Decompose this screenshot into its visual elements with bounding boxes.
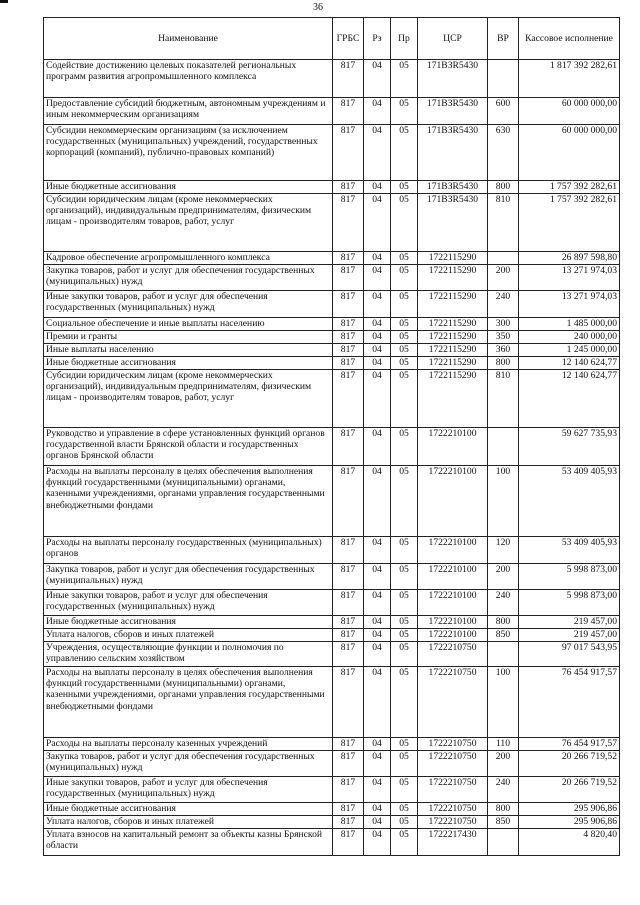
budget-execution-table	[43, 17, 620, 856]
cell-csr: 1722210750	[418, 803, 488, 816]
cell-amount: 295 906,86	[519, 803, 620, 816]
page-number: 36	[313, 2, 323, 13]
cell-name: Закупка товаров, работ и услуг для обеспечения государственных (муниципальных) нужд	[44, 751, 333, 777]
cell-amount: 1 485 000,00	[519, 318, 620, 331]
cell-name: Субсидии некоммерческим организациям (за исключением государственных (муниципальных) учреждений, государственных корпораций (компаний), публично-правовых компаний)	[44, 125, 333, 181]
cell-rz: 04	[364, 252, 391, 265]
cell-name: Иные закупки товаров, работ и услуг для обеспечения государственных (муниципальных) нужд	[44, 777, 333, 803]
table-row	[44, 466, 620, 537]
cell-pr: 05	[391, 590, 418, 616]
table-row	[44, 428, 620, 466]
table-row	[44, 777, 620, 803]
cell-csr: 1722210750	[418, 816, 488, 829]
cell-csr: 1722210100	[418, 564, 488, 590]
cell-vr: 240	[488, 777, 519, 803]
cell-vr: 850	[488, 816, 519, 829]
table-row	[44, 194, 620, 252]
cell-name: Содействие достижению целевых показателей региональных программ развития агропромышленного комплекса	[44, 60, 333, 98]
cell-rz: 04	[364, 616, 391, 629]
table-row	[44, 616, 620, 629]
cell-amount: 5 998 873,00	[519, 564, 620, 590]
cell-rz: 04	[364, 738, 391, 751]
table-row	[44, 60, 620, 98]
cell-grbs: 817	[333, 344, 364, 357]
cell-csr: 1722115290	[418, 357, 488, 370]
cell-grbs: 817	[333, 98, 364, 125]
cell-vr: 800	[488, 616, 519, 629]
cell-csr: 1722115290	[418, 318, 488, 331]
cell-pr: 05	[391, 751, 418, 777]
cell-grbs: 817	[333, 564, 364, 590]
cell-rz: 04	[364, 194, 391, 252]
cell-grbs: 817	[333, 777, 364, 803]
cell-vr: 850	[488, 629, 519, 642]
cell-pr: 05	[391, 357, 418, 370]
cell-csr: 1722210100	[418, 466, 488, 537]
cell-vr: 200	[488, 265, 519, 291]
cell-grbs: 817	[333, 816, 364, 829]
cell-vr: 120	[488, 537, 519, 564]
cell-name: Учреждения, осуществляющие функции и полномочия по управлению сельским хозяйством	[44, 642, 333, 667]
cell-csr: 1722115290	[418, 331, 488, 344]
table-row	[44, 265, 620, 291]
cell-pr: 05	[391, 125, 418, 181]
cell-vr: 630	[488, 125, 519, 181]
cell-amount: 12 140 624,77	[519, 370, 620, 428]
cell-grbs: 817	[333, 60, 364, 98]
cell-rz: 04	[364, 265, 391, 291]
cell-amount: 1 245 000,00	[519, 344, 620, 357]
cell-vr: 110	[488, 738, 519, 751]
cell-name: Субсидии юридическим лицам (кроме некоммерческих организаций), индивидуальным предпринимателям, физическим лицам - производителям товаров, работ, услуг	[44, 370, 333, 428]
cell-rz: 04	[364, 98, 391, 125]
table-row	[44, 252, 620, 265]
cell-pr: 05	[391, 829, 418, 856]
cell-csr: 1722210100	[418, 590, 488, 616]
cell-name: Расходы на выплаты персоналу в целях обеспечения выполнения функций государственными (муниципальными) органами, казенными учреждениями, органами управления государственными внебюджетными фондами	[44, 667, 333, 738]
cell-csr: 1722115290	[418, 252, 488, 265]
cell-csr: 1722115290	[418, 370, 488, 428]
table-row	[44, 803, 620, 816]
table-row	[44, 357, 620, 370]
cell-vr	[488, 60, 519, 98]
cell-name: Уплата взносов на капитальный ремонт за объекты казны Брянской области	[44, 829, 333, 856]
cell-rz: 04	[364, 331, 391, 344]
cell-pr: 05	[391, 60, 418, 98]
cell-amount: 53 409 405,93	[519, 537, 620, 564]
cell-rz: 04	[364, 428, 391, 466]
cell-pr: 05	[391, 181, 418, 194]
cell-csr: 1722210100	[418, 428, 488, 466]
cell-pr: 05	[391, 466, 418, 537]
table-row	[44, 370, 620, 428]
cell-amount: 240 000,00	[519, 331, 620, 344]
cell-pr: 05	[391, 252, 418, 265]
cell-grbs: 817	[333, 738, 364, 751]
cell-amount: 76 454 917,57	[519, 667, 620, 738]
cell-grbs: 817	[333, 629, 364, 642]
cell-name: Закупка товаров, работ и услуг для обеспечения государственных (муниципальных) нужд	[44, 265, 333, 291]
cell-pr: 05	[391, 194, 418, 252]
cell-amount: 1 757 392 282,61	[519, 181, 620, 194]
cell-rz: 04	[364, 357, 391, 370]
cell-pr: 05	[391, 291, 418, 318]
cell-grbs: 817	[333, 357, 364, 370]
cell-vr	[488, 252, 519, 265]
page-corner-mark	[0, 0, 8, 3]
table-row	[44, 667, 620, 738]
cell-pr: 05	[391, 428, 418, 466]
header-pr: Пр	[391, 18, 418, 60]
cell-vr: 600	[488, 98, 519, 125]
cell-csr: 171ВЗR5430	[418, 60, 488, 98]
table-row	[44, 738, 620, 751]
cell-csr: 1722115290	[418, 344, 488, 357]
header-name: Наименование	[44, 18, 333, 60]
cell-grbs: 817	[333, 537, 364, 564]
cell-name: Иные бюджетные ассигнования	[44, 357, 333, 370]
cell-name: Расходы на выплаты персоналу в целях обеспечения выполнения функций государственными (муниципальными) органами, казенными учреждениями, органами управления государственными внебюджетными фондами	[44, 466, 333, 537]
cell-grbs: 817	[333, 370, 364, 428]
table-row	[44, 642, 620, 667]
table-body	[44, 60, 620, 856]
cell-pr: 05	[391, 738, 418, 751]
cell-pr: 05	[391, 642, 418, 667]
cell-name: Кадровое обеспечение агропромышленного комплекса	[44, 252, 333, 265]
cell-grbs: 817	[333, 125, 364, 181]
cell-amount: 295 906,86	[519, 816, 620, 829]
cell-csr: 171ВЗR5430	[418, 181, 488, 194]
cell-csr: 1722115290	[418, 265, 488, 291]
cell-grbs: 817	[333, 252, 364, 265]
table-row	[44, 318, 620, 331]
cell-rz: 04	[364, 318, 391, 331]
cell-name: Закупка товаров, работ и услуг для обеспечения государственных (муниципальных) нужд	[44, 564, 333, 590]
cell-rz: 04	[364, 344, 391, 357]
cell-vr	[488, 829, 519, 856]
header-grbs: ГРБС	[333, 18, 364, 60]
cell-vr: 200	[488, 564, 519, 590]
cell-rz: 04	[364, 125, 391, 181]
cell-grbs: 817	[333, 181, 364, 194]
cell-name: Иные бюджетные ассигнования	[44, 803, 333, 816]
cell-pr: 05	[391, 98, 418, 125]
table-header-row	[44, 18, 620, 60]
table-row	[44, 829, 620, 856]
cell-grbs: 817	[333, 428, 364, 466]
cell-name: Иные бюджетные ассигнования	[44, 616, 333, 629]
cell-amount: 5 998 873,00	[519, 590, 620, 616]
cell-amount: 1 757 392 282,61	[519, 194, 620, 252]
cell-amount: 13 271 974,03	[519, 265, 620, 291]
cell-csr: 1722210100	[418, 537, 488, 564]
cell-name: Социальное обеспечение и иные выплаты населению	[44, 318, 333, 331]
table-row	[44, 331, 620, 344]
cell-name: Иные бюджетные ассигнования	[44, 181, 333, 194]
cell-pr: 05	[391, 331, 418, 344]
cell-pr: 05	[391, 564, 418, 590]
cell-grbs: 817	[333, 667, 364, 738]
cell-csr: 1722210100	[418, 616, 488, 629]
cell-vr: 810	[488, 370, 519, 428]
cell-vr: 800	[488, 181, 519, 194]
cell-grbs: 817	[333, 590, 364, 616]
table-row	[44, 291, 620, 318]
cell-rz: 04	[364, 803, 391, 816]
table-row	[44, 537, 620, 564]
cell-amount: 219 457,00	[519, 616, 620, 629]
table-row	[44, 751, 620, 777]
cell-rz: 04	[364, 370, 391, 428]
cell-grbs: 817	[333, 265, 364, 291]
cell-rz: 04	[364, 629, 391, 642]
header-csr: ЦСР	[418, 18, 488, 60]
cell-vr: 800	[488, 803, 519, 816]
cell-vr	[488, 642, 519, 667]
table-row	[44, 181, 620, 194]
cell-amount: 26 897 598,80	[519, 252, 620, 265]
table-row	[44, 98, 620, 125]
cell-amount: 60 000 000,00	[519, 98, 620, 125]
cell-name: Руководство и управление в сфере установленных функций органов государственной власти Брянской области и государственных органов Брянской области	[44, 428, 333, 466]
cell-vr: 800	[488, 357, 519, 370]
cell-rz: 04	[364, 466, 391, 537]
cell-rz: 04	[364, 829, 391, 856]
header-vr: ВР	[488, 18, 519, 60]
cell-pr: 05	[391, 265, 418, 291]
cell-name: Иные закупки товаров, работ и услуг для обеспечения государственных (муниципальных) нужд	[44, 590, 333, 616]
cell-amount: 20 266 719,52	[519, 777, 620, 803]
cell-amount: 20 266 719,52	[519, 751, 620, 777]
table-row	[44, 344, 620, 357]
cell-csr: 1722210750	[418, 777, 488, 803]
cell-grbs: 817	[333, 194, 364, 252]
cell-grbs: 817	[333, 331, 364, 344]
cell-vr: 300	[488, 318, 519, 331]
cell-name: Расходы на выплаты персоналу государственных (муниципальных) органов	[44, 537, 333, 564]
cell-pr: 05	[391, 370, 418, 428]
cell-vr	[488, 428, 519, 466]
cell-csr: 171ВЗR5430	[418, 98, 488, 125]
cell-amount: 76 454 917,57	[519, 738, 620, 751]
cell-csr: 171ВЗR5430	[418, 125, 488, 181]
table-row	[44, 816, 620, 829]
cell-csr: 1722115290	[418, 291, 488, 318]
table-row	[44, 564, 620, 590]
cell-rz: 04	[364, 751, 391, 777]
cell-pr: 05	[391, 803, 418, 816]
cell-csr: 1722210750	[418, 751, 488, 777]
cell-csr: 171ВЗR5430	[418, 194, 488, 252]
cell-vr: 100	[488, 667, 519, 738]
cell-csr: 1722210750	[418, 738, 488, 751]
cell-csr: 1722210100	[418, 629, 488, 642]
cell-vr: 200	[488, 751, 519, 777]
header-amount: Кассовое исполнение	[519, 18, 620, 60]
cell-grbs: 817	[333, 318, 364, 331]
cell-pr: 05	[391, 816, 418, 829]
cell-name: Иные закупки товаров, работ и услуг для обеспечения государственных (муниципальных) нужд	[44, 291, 333, 318]
cell-vr: 100	[488, 466, 519, 537]
cell-amount: 60 000 000,00	[519, 125, 620, 181]
cell-name: Уплата налогов, сборов и иных платежей	[44, 816, 333, 829]
cell-rz: 04	[364, 777, 391, 803]
table-row	[44, 125, 620, 181]
cell-csr: 1722217430	[418, 829, 488, 856]
cell-pr: 05	[391, 629, 418, 642]
cell-name: Иные выплаты населению	[44, 344, 333, 357]
cell-vr: 240	[488, 291, 519, 318]
cell-amount: 1 817 392 282,61	[519, 60, 620, 98]
cell-rz: 04	[364, 590, 391, 616]
cell-grbs: 817	[333, 829, 364, 856]
cell-amount: 53 409 405,93	[519, 466, 620, 537]
cell-pr: 05	[391, 344, 418, 357]
cell-name: Премии и гранты	[44, 331, 333, 344]
cell-rz: 04	[364, 60, 391, 98]
cell-rz: 04	[364, 816, 391, 829]
cell-pr: 05	[391, 318, 418, 331]
cell-grbs: 817	[333, 291, 364, 318]
header-rz: Рз	[364, 18, 391, 60]
cell-csr: 1722210750	[418, 642, 488, 667]
cell-rz: 04	[364, 642, 391, 667]
cell-rz: 04	[364, 291, 391, 318]
cell-amount: 12 140 624,77	[519, 357, 620, 370]
cell-pr: 05	[391, 777, 418, 803]
cell-grbs: 817	[333, 616, 364, 629]
cell-pr: 05	[391, 667, 418, 738]
cell-name: Расходы на выплаты персоналу казенных учреждений	[44, 738, 333, 751]
cell-pr: 05	[391, 537, 418, 564]
cell-rz: 04	[364, 564, 391, 590]
cell-csr: 1722210750	[418, 667, 488, 738]
cell-vr: 240	[488, 590, 519, 616]
table-row	[44, 590, 620, 616]
cell-amount: 13 271 974,03	[519, 291, 620, 318]
cell-vr: 350	[488, 331, 519, 344]
cell-name: Предоставление субсидий бюджетным, автономным учреждениям и иным некоммерческим организациям	[44, 98, 333, 125]
cell-amount: 219 457,00	[519, 629, 620, 642]
cell-grbs: 817	[333, 803, 364, 816]
cell-amount: 4 820,40	[519, 829, 620, 856]
cell-grbs: 817	[333, 466, 364, 537]
cell-rz: 04	[364, 537, 391, 564]
cell-amount: 97 017 543,95	[519, 642, 620, 667]
cell-name: Уплата налогов, сборов и иных платежей	[44, 629, 333, 642]
cell-vr: 810	[488, 194, 519, 252]
cell-amount: 59 627 735,93	[519, 428, 620, 466]
cell-name: Субсидии юридическим лицам (кроме некоммерческих организаций), индивидуальным предпринимателям, физическим лицам - производителям товаров, работ, услуг	[44, 194, 333, 252]
cell-rz: 04	[364, 667, 391, 738]
cell-rz: 04	[364, 181, 391, 194]
cell-pr: 05	[391, 616, 418, 629]
table-row	[44, 629, 620, 642]
cell-grbs: 817	[333, 751, 364, 777]
cell-grbs: 817	[333, 642, 364, 667]
cell-vr: 360	[488, 344, 519, 357]
